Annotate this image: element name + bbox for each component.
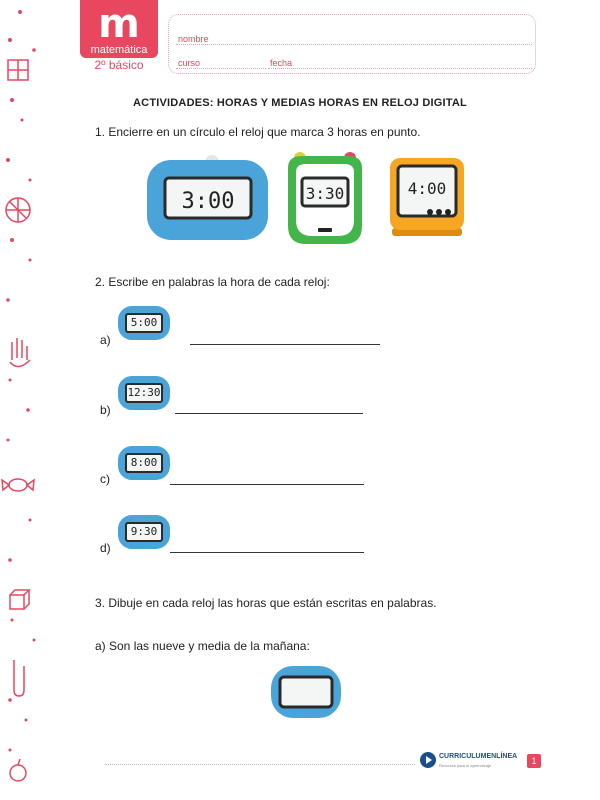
name-label: nombre [178,34,209,44]
q2-answer-line-d[interactable] [170,552,364,553]
q2-clock-d [118,515,170,549]
q2-label-c: c) [100,472,110,486]
clock-option-1[interactable] [145,150,270,242]
question-1: 1. Encierre en un círculo el reloj que marca 3 horas en punto. [95,125,421,139]
clock-option-3[interactable] [388,156,466,238]
date-label: fecha [270,58,293,68]
footer-divider [105,764,415,765]
hand-icon [10,338,30,367]
worksheet-title: ACTIVIDADES: HORAS Y MEDIAS HORAS EN RELOJ DIGITAL [133,97,467,109]
clock-3-time: 4:00 [407,179,447,198]
page-number: 1 [527,754,541,768]
q2-label-a: a) [100,333,111,347]
grade-label: 2º básico [94,58,144,72]
date-line[interactable] [268,68,532,69]
course-label: curso [178,58,201,68]
q2-clock-d-time: 9:30 [125,522,163,542]
cube-icon [10,590,29,609]
question-2: 2. Escribe en palabras la hora de cada reloj: [95,275,330,289]
q3-item-a: a) Son las nueve y media de la mañana: [95,639,310,653]
q2-clock-a-time: 5:00 [125,313,163,333]
q2-clock-b [118,376,170,410]
clock-2-time: 3:30 [305,184,345,203]
q2-answer-line-a[interactable] [190,344,380,345]
decorative-side-strip [0,0,50,800]
brand-play-icon [420,752,436,768]
footer-brand [420,750,520,770]
course-line[interactable] [176,68,266,69]
q2-answer-line-c[interactable] [170,484,364,485]
q2-clock-b-time: 12:30 [125,383,163,403]
brand-subtitle: Recursos para el aprendizaje [439,763,492,768]
q3-blank-clock-a[interactable] [270,665,342,719]
candy-icon [2,479,34,491]
q2-clock-c-time: 8:00 [125,453,163,473]
name-line[interactable] [176,44,532,45]
pie-icon [6,198,30,222]
subject-logo [80,0,158,58]
logo-subject: matemática [90,44,148,56]
apple-icon [10,759,26,781]
clock-option-2[interactable] [284,148,366,246]
q2-label-b: b) [100,403,111,417]
brand-name: CURRICULUMENLÍNEA [439,753,518,760]
q2-answer-line-b[interactable] [175,413,363,414]
question-3: 3. Dibuje en cada reloj las horas que están escritas en palabras. [95,596,437,610]
q2-label-d: d) [100,541,111,555]
abacus-icon [8,60,28,80]
q2-clock-c [118,446,170,480]
clip-icon [14,660,24,696]
clock-1-time: 3:00 [181,189,235,214]
q2-clock-a [118,306,170,340]
logo-letter: m [98,1,140,47]
